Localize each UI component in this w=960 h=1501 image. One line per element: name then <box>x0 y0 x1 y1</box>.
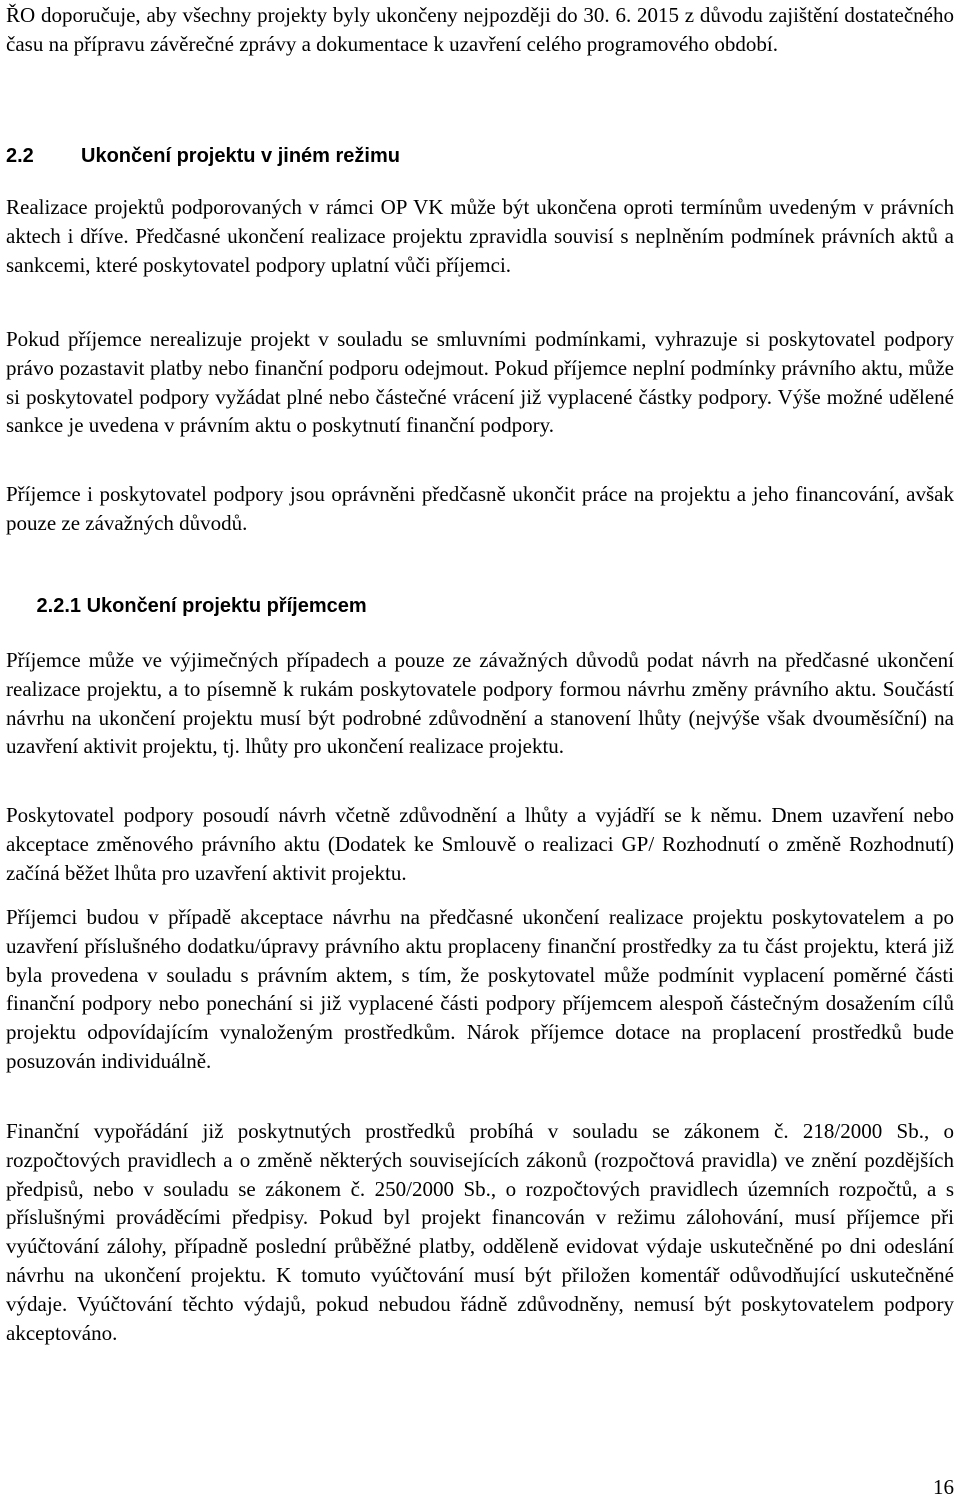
section-heading-2-2-1 <box>6 593 367 619</box>
paragraph-2-2-a: Realizace projektů podporovaných v rámci OP VK může být ukončena oproti termínům uvedeným v právních aktech i dříve. Předčasné ukončení realizace projektu zpravidla souvisí s neplněním podmínek právních aktů a sankcemi, které poskytovatel podpory uplatní vůči příjemci. <box>6 195 954 277</box>
paragraph-2-2-b: Pokud příjemce nerealizuje projekt v souladu se smluvními podmínkami, vyhrazuje si poskytovatel podpory právo pozastavit platby nebo finanční podporu odejmout. Pokud příjemce neplní podmínky právního aktu, může si poskytovatel podpory vyžádat plné nebo částečné vrácení již vyplacené částky podpory. Výše možné udělené sankce je uvedena v právním aktu o poskytnutí finanční podpory. <box>6 327 954 438</box>
paragraph-2-2-1-b: Poskytovatel podpory posoudí návrh včetně zdůvodnění a lhůty a vyjádří se k němu. Dnem uzavření nebo akceptace změnového právního aktu (Dodatek ke Smlouvě o realizaci GP/ Rozhodnutí o změně Rozhodnutí) začíná běžet lhůta pro uzavření aktivit projektu. <box>6 803 954 885</box>
paragraph-2-2-1-c: Příjemci budou v případě akceptace návrhu na předčasné ukončení realizace projektu poskytovatelem a po uzavření příslušného dodatku/úpravy právního aktu proplaceny finanční prostředky za tu část projektu, která již byla provedena v souladu s právním aktem, s tím, že poskytovatel může podmínit vyplacení poměrné části finanční podpory nebo ponechání si již vyplacené části podpory příjemcem alespoň částečným dosažením cílů projektu odpovídajícím vynaloženým prostředkům. Nárok příjemce dotace na proplacení prostředků bude posuzován individuálně. <box>6 905 954 1073</box>
page-number: 16 <box>933 1475 954 1499</box>
section-number: 2.2 <box>6 145 34 167</box>
section-title: Ukončení projektu v jiném režimu <box>81 145 400 167</box>
paragraph-2-2-1-d: Finanční vypořádání již poskytnutých prostředků probíhá v souladu se zákonem č. 218/2000 Sb., o rozpočtových pravidlech a o změně některých souvisejících zákonů (rozpočtová pravidla) ve znění pozdějších předpisů, nebo v souladu se zákonem č. 250/2000 Sb., o rozpočtových pravidlech územních rozpočtů, a s příslušnými prováděcími předpisy. Pokud byl projekt financován v režimu zálohování, musí příjemce při vyúčtování zálohy, případně poslední průběžné platby, odděleně evidovat výdaje uskutečněné po dni odeslání návrhu na ukončení projektu. K tomuto vyúčtování musí být přiložen komentář odůvodňující uskutečněné výdaje. Vyúčtování těchto výdajů, pokud nebudou řádně zdůvodněny, nemusí být poskytovatelem podpory akceptováno. <box>6 1119 954 1345</box>
paragraph-intro: ŘO doporučuje, aby všechny projekty byly ukončeny nejpozději do 30. 6. 2015 z důvodu zajištění dostatečného času na přípravu závěrečné zprávy a dokumentace k uzavření celého programového období. <box>6 3 954 56</box>
paragraph-2-2-1-a: Příjemce může ve výjimečných případech a pouze ze závažných důvodů podat návrh na předčasné ukončení realizace projektu, a to písemně k rukám poskytovatele podpory formou návrhu změny právního aktu. Součástí návrhu na ukončení projektu musí být podrobné zdůvodnění a stanovení lhůty (nejvýše však dvouměsíční) na uzavření aktivit projektu, tj. lhůty pro ukončení realizace projektu. <box>6 648 954 759</box>
paragraph-2-2-c: Příjemce i poskytovatel podpory jsou oprávněni předčasně ukončit práce na projektu a jeho financování, avšak pouze ze závažných důvodů. <box>6 482 954 535</box>
section-heading-2-2 <box>6 143 400 169</box>
section-number: 2.2.1 <box>36 595 81 617</box>
section-title: Ukončení projektu příjemcem <box>86 595 367 617</box>
